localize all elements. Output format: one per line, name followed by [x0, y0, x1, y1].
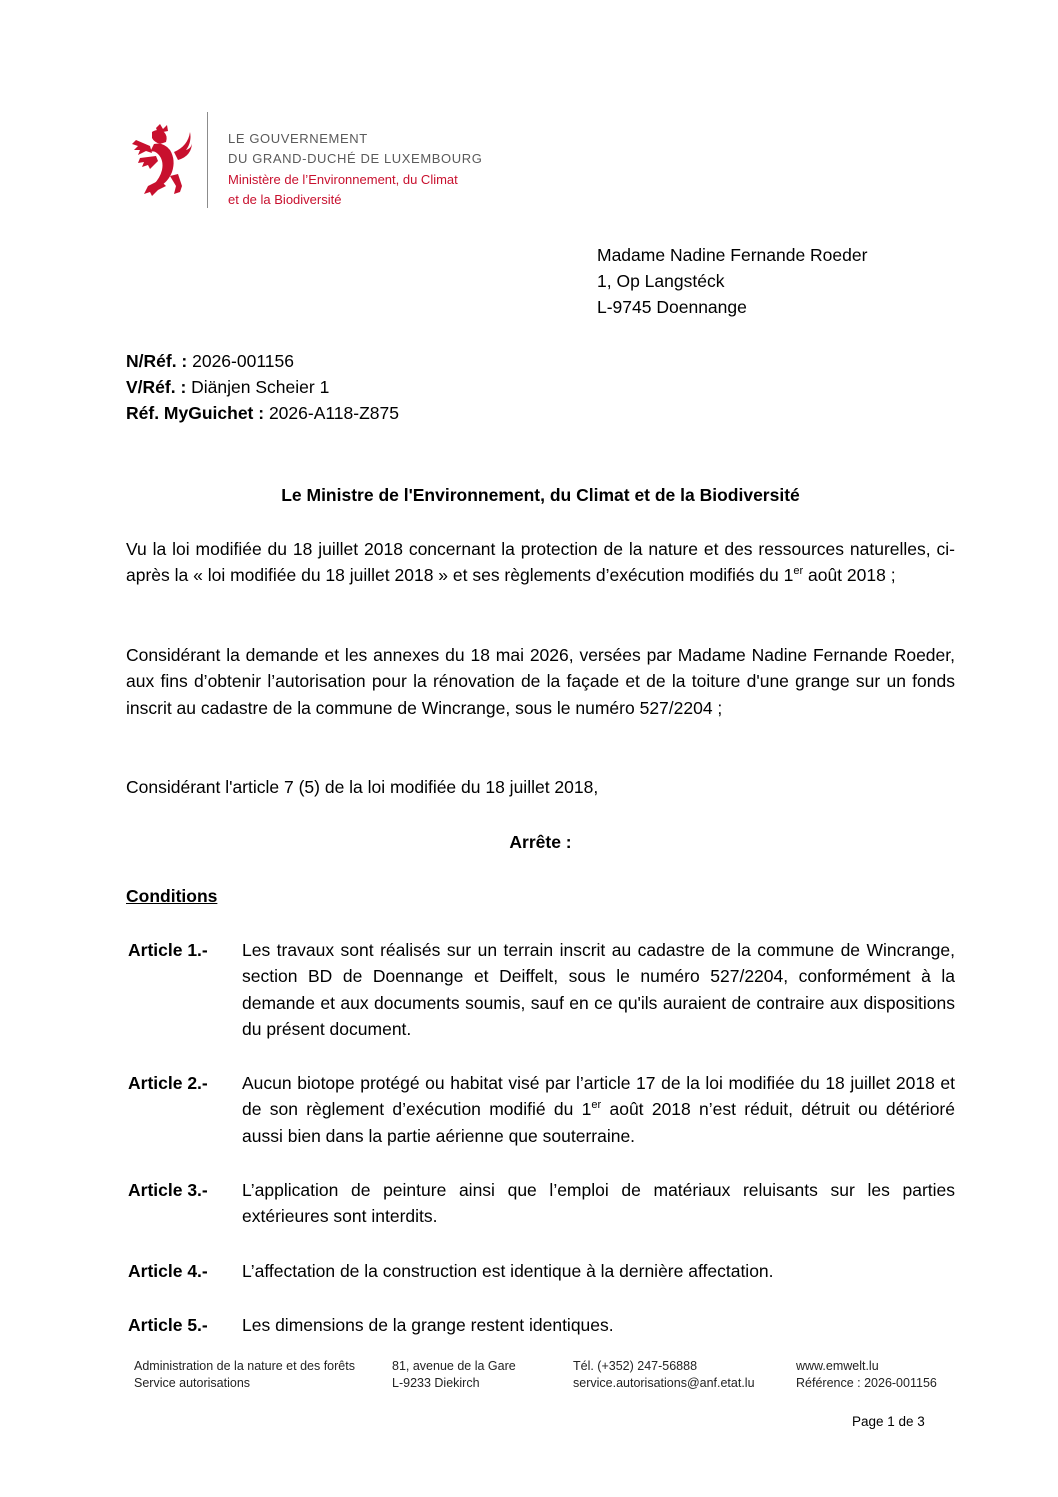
- footer-col-4: [796, 1358, 937, 1392]
- article-text: Les travaux sont réalisés sur un terrain inscrit au cadastre de la commune de Wincrange, section BD de Doennange et Deiffelt, sous le numéro 527/2204, conformément à la demande et aux documents soumis, sauf en ce qu'ils auraient de contraire aux dispositions du présent document.: [242, 940, 955, 1039]
- ref-value: 2026-A118-Z875: [264, 403, 399, 423]
- article-text: L’affectation de la construction est identique à la dernière affectation.: [242, 1261, 774, 1281]
- superscript: er: [591, 1099, 602, 1112]
- footer-email[interactable]: service.autorisations@anf.etat.lu: [573, 1376, 755, 1390]
- ref-value: 2026-001156: [187, 351, 294, 371]
- preamble-paragraph-3: Considérant l'article 7 (5) de la loi modifiée du 18 juillet 2018,: [126, 777, 599, 797]
- recipient-name: Madame Nadine Fernande Roeder: [597, 245, 868, 265]
- preamble-paragraph-2: Considérant la demande et les annexes du 18 mai 2026, versées par Madame Nadine Fernande Roeder, aux fins d’obtenir l’autorisation pour la rénovation de la façade et de la toiture d'une grange sur un fonds inscrit au cadastre de la commune de Wincrange, sous le numéro 527/2204 ;: [126, 645, 955, 718]
- preamble-text: août 2018 ;: [803, 565, 896, 586]
- article-label: Article 1.-: [128, 940, 208, 960]
- ref-label: N/Réf. :: [126, 351, 188, 371]
- recipient-city: L-9745 Doennange: [597, 297, 747, 317]
- gov-line-1: LE GOUVERNEMENT: [228, 131, 368, 146]
- article-text: [242, 1070, 955, 1149]
- article-text: Les dimensions de la grange restent identiques.: [242, 1315, 614, 1335]
- footer-text: L-9233 Diekirch: [392, 1376, 480, 1390]
- article-text-part: août 2018 n’est réduit, détruit ou détérioré aussi bien dans la partie aérienne que souterraine.: [242, 1099, 955, 1146]
- header-divider: [207, 112, 208, 208]
- arrete-heading: Arrête :: [509, 832, 572, 852]
- footer-text: Administration de la nature et des forêts: [134, 1359, 355, 1373]
- article-label: Article 3.-: [128, 1180, 208, 1200]
- page-number: Page 1 de 3: [852, 1414, 925, 1429]
- footer-text: Service autorisations: [134, 1376, 251, 1390]
- ref-label: V/Réf. :: [126, 377, 187, 397]
- ref-line: [126, 348, 294, 374]
- ref-label: Réf. MyGuichet :: [126, 403, 265, 423]
- document-title: Le Ministre de l'Environnement, du Climat et de la Biodiversité: [281, 485, 800, 505]
- footer-website-link[interactable]: www.emwelt.lu: [796, 1359, 879, 1373]
- article-label: Article 5.-: [128, 1315, 208, 1335]
- article-label: Article 2.-: [128, 1073, 208, 1093]
- recipient-street: 1, Op Langstéck: [597, 271, 725, 291]
- footer-col-3: [573, 1358, 755, 1392]
- ref-line: [126, 400, 399, 426]
- gov-line-2: DU GRAND-DUCHÉ DE LUXEMBOURG: [228, 151, 483, 166]
- article-label: Article 4.-: [128, 1261, 208, 1281]
- ministry-line-1: Ministère de l’Environnement, du Climat: [228, 172, 458, 187]
- footer-col-2: [392, 1358, 516, 1392]
- ministry-line-2: et de la Biodiversité: [228, 192, 342, 207]
- red-lion-icon: [130, 122, 192, 198]
- superscript: er: [793, 565, 804, 578]
- footer-text: 81, avenue de la Gare: [392, 1359, 516, 1373]
- preamble-paragraph-1: [126, 536, 955, 589]
- ref-line: [126, 374, 329, 400]
- preamble-text: Vu la loi modifiée du 18 juillet 2018 concernant la protection de la nature et des ressources naturelles, ci-après la « loi modifiée du 18 juillet 2018 » et ses règlements d’exécution modifiés du 1: [126, 539, 955, 586]
- footer-text: Référence : 2026-001156: [796, 1376, 937, 1390]
- footer-col-1: [134, 1358, 355, 1392]
- article-text: L’application de peinture ainsi que l’emploi de matériaux reluisants sur les parties extérieures sont interdits.: [242, 1180, 955, 1227]
- article-text-part: Aucun biotope protégé ou habitat visé par l’article 17 de la loi modifiée du 18 juillet 2018 et de son règlement d’exécution modifié du 1: [242, 1073, 955, 1120]
- footer-text: Tél. (+352) 247-56888: [573, 1359, 698, 1373]
- section-heading: Conditions: [126, 886, 218, 906]
- ref-value: Diänjen Scheier 1: [186, 377, 330, 397]
